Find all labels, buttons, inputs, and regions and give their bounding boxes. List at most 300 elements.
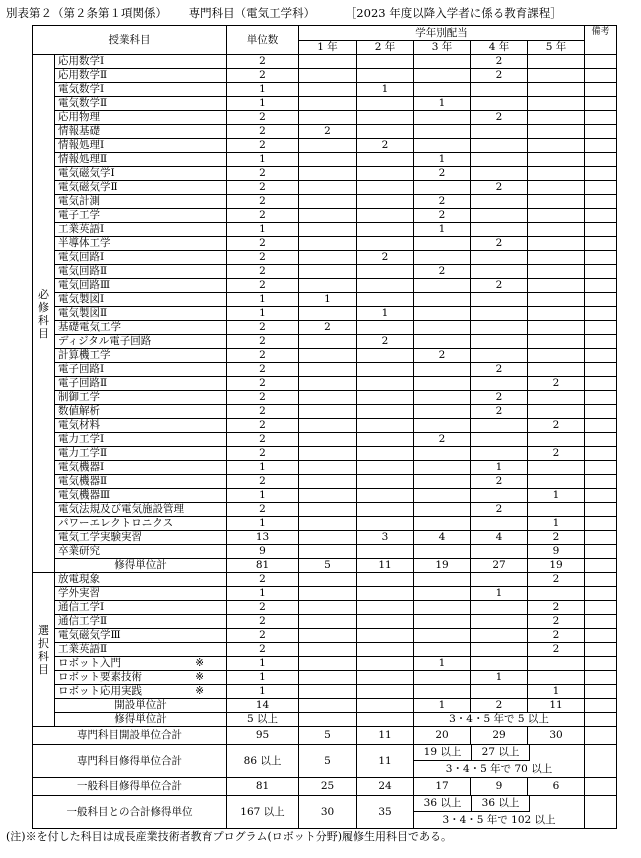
remarks-cell (585, 419, 617, 433)
subject-name-text: 電子工学 (58, 209, 100, 221)
grand-total-year2: 35 (357, 796, 414, 829)
remarks-cell (585, 671, 617, 685)
total-general-year: 17 (414, 778, 471, 796)
remarks-cell (585, 615, 617, 629)
subject-name-text: ディジタル電子回路 (58, 335, 152, 347)
year-credits: 2 (299, 125, 357, 139)
year-credits (357, 461, 414, 475)
elective-subject-row (33, 587, 617, 601)
year-credits: 4 (414, 531, 471, 545)
year-credits: 2 (528, 573, 585, 587)
subject-header: 授業科目 (33, 26, 227, 55)
year-credits (471, 349, 528, 363)
year-credits (299, 573, 357, 587)
year-header: 2 年 (357, 41, 414, 55)
year-credits (299, 111, 357, 125)
year-credits (414, 363, 471, 377)
year-credits (357, 209, 414, 223)
year-credits (528, 433, 585, 447)
year-credits (357, 657, 414, 671)
year-credits (471, 433, 528, 447)
remarks-cell (585, 685, 617, 699)
year-credits (528, 671, 585, 685)
subject-name (55, 139, 227, 153)
year-credits (299, 279, 357, 293)
remarks-cell (585, 195, 617, 209)
remarks-cell (585, 83, 617, 97)
subject-credits: 2 (227, 125, 299, 139)
total-offered-year: 5 (299, 727, 357, 745)
year-credits (471, 251, 528, 265)
required-subject-row (33, 237, 617, 251)
subject-credits: 2 (227, 111, 299, 125)
total-offered-year: 20 (414, 727, 471, 745)
total-offered-year: 30 (528, 727, 585, 745)
subject-name (55, 685, 227, 699)
year-credits (357, 615, 414, 629)
subject-name-text: 学外実習 (58, 587, 100, 599)
year-credits (528, 251, 585, 265)
subject-credits: 1 (227, 671, 299, 685)
year-credits (414, 517, 471, 531)
year-credits (414, 293, 471, 307)
year-credits: 1 (414, 153, 471, 167)
year-credits (528, 125, 585, 139)
subject-credits: 2 (227, 237, 299, 251)
subject-credits: 1 (227, 307, 299, 321)
subject-credits: 2 (227, 363, 299, 377)
required-total-row-year: 11 (357, 559, 414, 573)
subject-name (55, 475, 227, 489)
grand-total-year4: 36 以上 (472, 796, 530, 812)
total-offered-credits: 95 (227, 727, 299, 745)
year-credits (299, 209, 357, 223)
subject-name (55, 125, 227, 139)
year-credits: 2 (528, 419, 585, 433)
required-subject-row (33, 503, 617, 517)
total-general-label: 一般科目修得単位合計 (33, 778, 227, 796)
year-credits (357, 685, 414, 699)
required-total-row (33, 559, 617, 573)
year-credits: 2 (414, 349, 471, 363)
year-credits (299, 391, 357, 405)
total-required-note: 3・4・5 年で 70 以上 (445, 763, 553, 775)
year-credits (528, 69, 585, 83)
year-credits (357, 321, 414, 335)
year-credits: 2 (299, 321, 357, 335)
year-credits: 2 (471, 363, 528, 377)
remarks-cell (585, 55, 617, 69)
subject-credits: 1 (227, 587, 299, 601)
subject-name-text: 電力工学Ⅰ (58, 433, 105, 445)
year-credits (357, 55, 414, 69)
year-credits (299, 363, 357, 377)
year-credits (299, 461, 357, 475)
subject-name (55, 307, 227, 321)
remarks-cell (585, 517, 617, 531)
required-total-row-year: 5 (299, 559, 357, 573)
subject-name (55, 657, 227, 671)
subject-name (55, 573, 227, 587)
year-credits (414, 55, 471, 69)
remarks-cell (585, 657, 617, 671)
year-credits (528, 321, 585, 335)
elective-subject-row (33, 671, 617, 685)
year-header: 3 年 (414, 41, 471, 55)
year-credits: 1 (299, 293, 357, 307)
subject-name-text: 電気計測 (58, 195, 100, 207)
subject-name (55, 419, 227, 433)
elective-category (33, 573, 55, 727)
subject-name (55, 111, 227, 125)
subject-name-text: 卒業研究 (58, 545, 100, 557)
year-credits (528, 335, 585, 349)
year-credits (528, 349, 585, 363)
subject-name-text: 電気製図Ⅰ (58, 293, 105, 305)
year-credits (299, 265, 357, 279)
year-credits (299, 237, 357, 251)
subject-name-text: 基礎電気工学 (58, 321, 121, 333)
year-credits: 2 (528, 629, 585, 643)
elective-offered-row-year (357, 699, 414, 713)
remarks-cell (585, 237, 617, 251)
subject-name-text: 電気回路Ⅱ (58, 265, 108, 277)
remarks-cell (585, 377, 617, 391)
subject-name-text: 電気機器Ⅲ (58, 489, 111, 501)
year-credits (528, 223, 585, 237)
year-credits: 2 (471, 181, 528, 195)
required-total-row-label: 修得単位計 (55, 559, 227, 573)
year-credits: 2 (471, 405, 528, 419)
subject-credits: 2 (227, 405, 299, 419)
subject-name (55, 601, 227, 615)
year-credits (414, 335, 471, 349)
required-subject-row (33, 447, 617, 461)
year-credits (414, 405, 471, 419)
year-credits: 2 (414, 167, 471, 181)
year-credits (471, 167, 528, 181)
year-credits (299, 629, 357, 643)
year-credits (299, 433, 357, 447)
year-credits (414, 377, 471, 391)
year-credits: 2 (414, 433, 471, 447)
year-credits (471, 657, 528, 671)
required-total-row-credits: 81 (227, 559, 299, 573)
subject-credits: 1 (227, 685, 299, 699)
subject-name-text: 通信工学Ⅰ (58, 601, 105, 613)
year-credits (414, 587, 471, 601)
year-credits (414, 307, 471, 321)
year-credits (414, 139, 471, 153)
year-credits (414, 629, 471, 643)
subject-name-text: 工業英語Ⅰ (58, 223, 105, 235)
subject-name (55, 377, 227, 391)
required-subject-row (33, 391, 617, 405)
year-credits (414, 111, 471, 125)
year-credits (357, 447, 414, 461)
year-credits: 2 (357, 251, 414, 265)
year-credits (528, 461, 585, 475)
year-credits (357, 517, 414, 531)
year-credits: 1 (528, 489, 585, 503)
subject-name-text: 情報処理Ⅱ (58, 153, 108, 165)
year-credits (414, 237, 471, 251)
subject-name (55, 517, 227, 531)
subject-credits: 2 (227, 447, 299, 461)
year-credits (414, 125, 471, 139)
subject-name-text: 電気材料 (58, 419, 100, 431)
grand-total-year3: 36 以上 (414, 796, 472, 812)
year-credits (299, 587, 357, 601)
required-subject-row (33, 167, 617, 181)
remarks-cell (585, 363, 617, 377)
year-credits: 2 (414, 265, 471, 279)
subject-credits: 13 (227, 531, 299, 545)
year-credits (299, 55, 357, 69)
year-credits (357, 167, 414, 181)
subject-name-text: 計算機工学 (58, 349, 111, 361)
remarks-cell (585, 573, 617, 587)
subject-credits: 2 (227, 419, 299, 433)
year-credits (357, 349, 414, 363)
subject-name-text: 電気磁気学Ⅰ (58, 167, 115, 179)
subject-name (55, 433, 227, 447)
subject-name-text: 電気数学Ⅰ (58, 83, 105, 95)
year-credits (471, 601, 528, 615)
remarks-cell (585, 545, 617, 559)
subject-name-text: 情報基礎 (58, 125, 100, 137)
total-required-year1: 5 (299, 745, 357, 778)
subject-name-text: 電気製図Ⅱ (58, 307, 108, 319)
year-allocation-header: 学年別配当 (299, 26, 585, 41)
year-credits (299, 307, 357, 321)
year-credits (357, 419, 414, 433)
year-credits: 2 (357, 139, 414, 153)
year-credits (414, 181, 471, 195)
subject-name (55, 167, 227, 181)
elective-required-row (33, 713, 617, 727)
year-credits (299, 503, 357, 517)
subject-name (55, 265, 227, 279)
subject-name (55, 587, 227, 601)
required-subject-row (33, 377, 617, 391)
year-credits: 2 (471, 237, 528, 251)
total-general-year: 6 (528, 778, 585, 796)
year-credits (357, 405, 414, 419)
robot-program-mark: ※ (195, 657, 204, 669)
subject-name (55, 629, 227, 643)
year-credits (414, 601, 471, 615)
year-credits (357, 293, 414, 307)
required-subject-row (33, 181, 617, 195)
year-credits (414, 321, 471, 335)
remarks-cell (585, 97, 617, 111)
elective-category-text: 選択科目 (38, 623, 49, 676)
year-credits (528, 265, 585, 279)
year-credits (471, 573, 528, 587)
year-credits (299, 181, 357, 195)
elective-subject-row (33, 629, 617, 643)
year-credits (357, 279, 414, 293)
subject-credits: 2 (227, 377, 299, 391)
remarks-cell (585, 475, 617, 489)
year-credits (414, 643, 471, 657)
subject-name (55, 279, 227, 293)
subject-credits: 2 (227, 251, 299, 265)
subject-name (55, 363, 227, 377)
subject-name-text: 通信工学Ⅱ (58, 615, 108, 627)
subject-name-text: ロボット要素技術 (58, 671, 142, 683)
remarks-cell (585, 265, 617, 279)
year-credits (357, 475, 414, 489)
remarks-cell (585, 405, 617, 419)
subject-name-text: 電気機器Ⅱ (58, 475, 108, 487)
required-subject-row (33, 475, 617, 489)
year-credits (299, 601, 357, 615)
year-credits (471, 335, 528, 349)
required-subject-row (33, 153, 617, 167)
subject-credits: 1 (227, 153, 299, 167)
subject-name (55, 503, 227, 517)
total-required-year3: 19 以上 (414, 745, 472, 761)
subject-name-text: 電気機器Ⅰ (58, 461, 105, 473)
remarks-cell (585, 293, 617, 307)
subject-name-text: 応用物理 (58, 111, 100, 123)
required-subject-row (33, 209, 617, 223)
required-subject-row (33, 363, 617, 377)
year-credits (414, 671, 471, 685)
header-title: 専門科目（電気工学科） (188, 6, 316, 20)
year-credits (299, 223, 357, 237)
year-credits (357, 363, 414, 377)
year-credits (357, 377, 414, 391)
year-credits (528, 139, 585, 153)
subject-credits: 1 (227, 97, 299, 111)
subject-credits: 2 (227, 475, 299, 489)
remarks-cell (585, 167, 617, 181)
total-general-row (33, 778, 617, 796)
subject-credits: 2 (227, 335, 299, 349)
subject-name-text: 電力工学Ⅱ (58, 447, 108, 459)
year-credits: 2 (471, 55, 528, 69)
remarks-cell (585, 321, 617, 335)
year-credits (471, 643, 528, 657)
remarks-cell (585, 587, 617, 601)
grand-total-year1: 30 (299, 796, 357, 829)
required-subject-row (33, 349, 617, 363)
year-credits (528, 181, 585, 195)
remarks-cell (585, 125, 617, 139)
year-credits: 1 (357, 83, 414, 97)
subject-name-text: 電子回路Ⅱ (58, 377, 108, 389)
year-credits (528, 391, 585, 405)
grand-total-credits: 167 以上 (227, 796, 299, 829)
subject-name (55, 349, 227, 363)
subject-credits: 2 (227, 167, 299, 181)
remarks-cell (585, 251, 617, 265)
year-credits (299, 531, 357, 545)
subject-credits: 2 (227, 433, 299, 447)
year-credits (528, 587, 585, 601)
year-credits: 2 (528, 601, 585, 615)
grand-total-note: 3・4・5 年で 102 以上 (442, 814, 556, 826)
year-credits (471, 321, 528, 335)
subject-credits: 1 (227, 517, 299, 531)
elective-required-row-label: 修得単位計 (55, 713, 227, 727)
remarks-cell (585, 461, 617, 475)
subject-name (55, 671, 227, 685)
elective-offered-row-year: 11 (528, 699, 585, 713)
subject-name (55, 391, 227, 405)
grand-total-row (33, 796, 617, 829)
year-credits: 1 (471, 671, 528, 685)
year-header: 5 年 (528, 41, 585, 55)
required-subject-row (33, 139, 617, 153)
year-credits (528, 657, 585, 671)
total-required-year4: 27 以上 (472, 745, 530, 761)
year-credits (528, 97, 585, 111)
required-subject-row (33, 335, 617, 349)
required-subject-row (33, 251, 617, 265)
remarks-cell (585, 139, 617, 153)
subject-name-text: 電気法規及び電気施設管理 (58, 503, 184, 515)
subject-credits: 2 (227, 139, 299, 153)
subject-credits: 2 (227, 209, 299, 223)
year-credits (471, 293, 528, 307)
total-required-credits: 86 以上 (227, 745, 299, 778)
subject-credits: 2 (227, 601, 299, 615)
year-credits (299, 377, 357, 391)
year-credits (528, 111, 585, 125)
subject-name-text: 電気磁気学Ⅱ (58, 181, 118, 193)
elective-subject-row (33, 573, 617, 587)
year-credits (357, 195, 414, 209)
year-credits: 2 (528, 643, 585, 657)
year-credits (357, 587, 414, 601)
subject-name-text: 電気磁気学Ⅲ (58, 629, 121, 641)
year-credits (357, 265, 414, 279)
year-credits (299, 153, 357, 167)
year-credits (299, 195, 357, 209)
year-credits (471, 97, 528, 111)
year-credits (299, 671, 357, 685)
year-credits (414, 69, 471, 83)
year-credits: 1 (357, 307, 414, 321)
year-credits (528, 405, 585, 419)
remarks-cell (585, 223, 617, 237)
elective-offered-row (33, 699, 617, 713)
remarks-cell (585, 111, 617, 125)
subject-name-text: 応用数学Ⅰ (58, 55, 105, 67)
required-subject-row (33, 97, 617, 111)
required-subject-row (33, 419, 617, 433)
subject-name (55, 545, 227, 559)
year-credits (471, 377, 528, 391)
year-credits (357, 125, 414, 139)
subject-name (55, 83, 227, 97)
subject-name-text: ロボット入門 (58, 657, 121, 669)
year-credits (528, 293, 585, 307)
subject-credits: 2 (227, 615, 299, 629)
year-credits (528, 307, 585, 321)
year-credits (357, 573, 414, 587)
remarks-cell (585, 433, 617, 447)
year-credits (357, 153, 414, 167)
year-credits (357, 97, 414, 111)
subject-name-text: ロボット応用実践 (58, 685, 142, 697)
remarks-cell (585, 489, 617, 503)
subject-name-text: 半導体工学 (58, 237, 111, 249)
